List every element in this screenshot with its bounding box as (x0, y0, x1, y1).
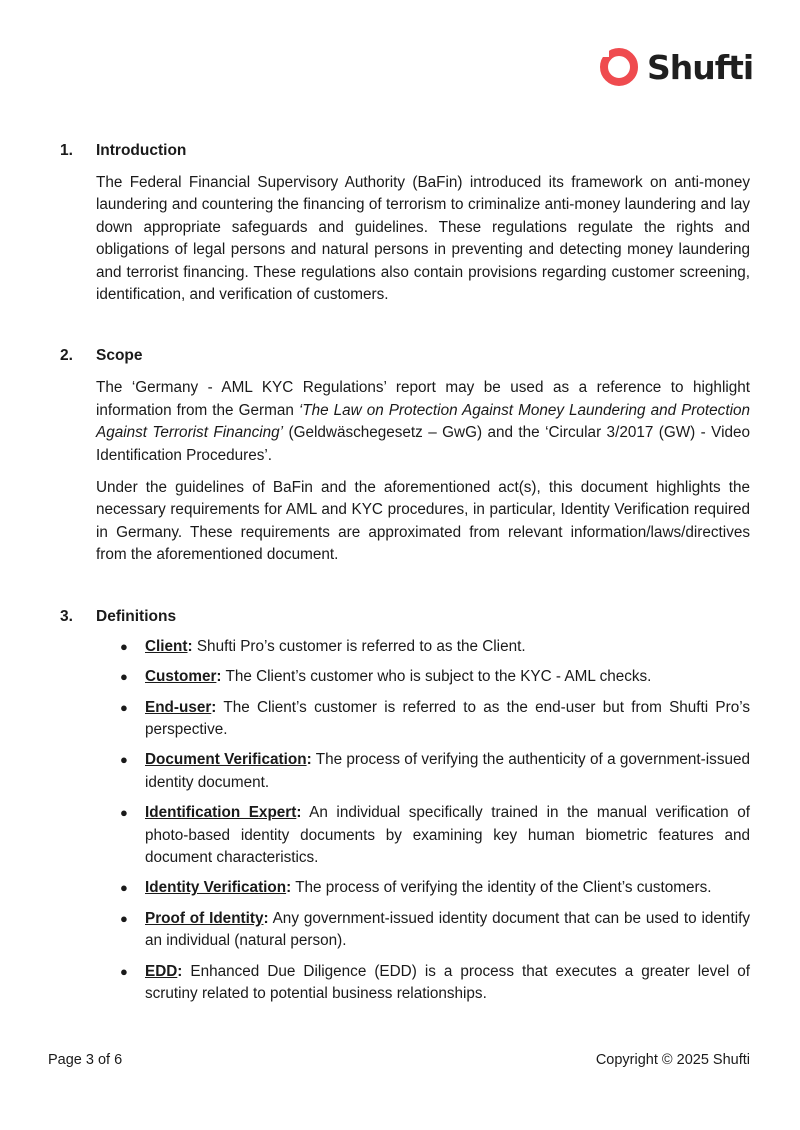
list-item: ● Client: Shufti Pro’s customer is referred to as the Client. (60, 636, 750, 658)
list-item: ● End-user: The Client’s customer is referred to as the end-user but from Shufti Pro’s perspective. (120, 698, 750, 738)
bullet-icon: ● (120, 880, 128, 896)
definition-text: Shufti Pro’s customer is referred to as the Client. (192, 637, 526, 655)
section-paragraph: Under the guidelines of BaFin and the aforementioned act(s), this document highlights the necessary requirements for AML and KYC procedures, in particular, Identity Verification required in Germany. These requirements are approximated from relevant information/laws/directives from the aforementioned document. (96, 479, 750, 564)
definition-text: An individual specifically trained in the manual verification of photo-based identity documents by examining key human biometric features and document characteristics. (145, 804, 750, 866)
section-number: 2. (60, 347, 73, 365)
brand-name: Shufti (647, 47, 754, 87)
section-number: 1. (60, 142, 73, 159)
list-item: ● Document Verification: The process of verifying the authenticity of a government-issued identity document. (120, 751, 750, 791)
section-heading (60, 140, 750, 162)
bullet-icon: ● (120, 752, 128, 768)
definition-term: Customer (145, 668, 217, 686)
page-footer (48, 1052, 750, 1068)
brand-logo (598, 46, 753, 88)
bullet-icon: ● (120, 910, 128, 926)
section-introduction (60, 140, 750, 306)
definition-term: Client (145, 637, 188, 655)
page-number: Page 3 of 6 (48, 1052, 123, 1068)
definition-text: The process of verifying the identity of the Client’s customers. (291, 879, 712, 897)
definition-text: The Client’s customer is referred to as the end-user but from Shufti Pro’s perspective. (145, 698, 750, 738)
section-heading (60, 606, 750, 628)
section-heading (60, 345, 750, 367)
section-paragraph (96, 377, 750, 467)
bullet-icon: ● (120, 669, 128, 685)
definition-text: Enhanced Due Diligence (EDD) is a process that executes a greater level of scrutiny related to potential business relationships. (145, 962, 750, 1002)
bullet-icon: ● (120, 699, 128, 715)
list-item: ● Identification Expert: An individual specifically trained in the manual verification of photo-based identity documents by examining key human biometric features and document characteristics. (120, 804, 750, 866)
definition-text: Any government-issued identity document that can be used to identify an individual (natural person). (145, 909, 750, 950)
scope-text-b: (Geldwäschegesetz – GwG) and the ‘Circular 3/2017 (GW) - Video Identification Procedures’. (96, 424, 751, 464)
definition-term: End-user (145, 698, 212, 716)
definition-text: The process of verifying the authenticity of a government-issued identity document. (145, 751, 750, 791)
scope-text-a: The ‘Germany - AML KYC Regulations’ report may be used as a reference to highlight information from the German (96, 379, 750, 419)
section-number: 3. (60, 607, 73, 625)
section-title: Definitions (96, 607, 177, 625)
definition-term: EDD (145, 962, 178, 980)
bullet-icon: ● (120, 805, 128, 821)
copyright-notice: Copyright © 2025 Shufti (595, 1052, 750, 1068)
document-body (60, 140, 750, 1005)
section-paragraph: The Federal Financial Supervisory Authority (BaFin) introduced its framework on anti-money laundering and countering the financing of terrorism to criminalize anti-money laundering and lay down appropriate safeguards and guidelines. These regulations regulate the rights and obligations of legal persons and natural persons in preventing and detecting money laundering and terrorist financing. These regulations also contain provisions regarding customer screening, identification, and verification of customers. (96, 174, 750, 304)
section-title: Scope (96, 347, 143, 365)
definition-term: Identification Expert (145, 804, 297, 822)
definition-text: The Client’s customer who is subject to the KYC - AML checks. (221, 668, 652, 686)
definitions-list (60, 636, 750, 1006)
law-title: ‘The Law on Protection Against Money Laundering and Protection Against Terrorist Financing’ (96, 401, 750, 442)
definition-term: Identity Verification (145, 879, 287, 897)
list-item: ● Customer: The Client’s customer who is subject to the KYC - AML checks. (60, 666, 750, 688)
section-title: Introduction (96, 142, 187, 159)
bullet-icon: ● (120, 963, 128, 979)
definition-term: Proof of Identity (145, 909, 264, 927)
shufti-logo-icon (598, 46, 640, 88)
bullet-icon: ● (120, 638, 128, 654)
section-definitions (60, 606, 750, 1006)
section-scope (60, 345, 750, 566)
list-item: ● EDD: Enhanced Due Diligence (EDD) is a process that executes a greater level of scrutiny related to potential business relationships. (120, 962, 750, 1002)
list-item: ● Proof of Identity: Any government-issued identity document that can be used to identify an individual (natural person). (120, 909, 750, 950)
list-item: ● Identity Verification: The process of verifying the identity of the Client’s customers. (60, 877, 750, 899)
definition-term: Document Verification (145, 751, 307, 769)
